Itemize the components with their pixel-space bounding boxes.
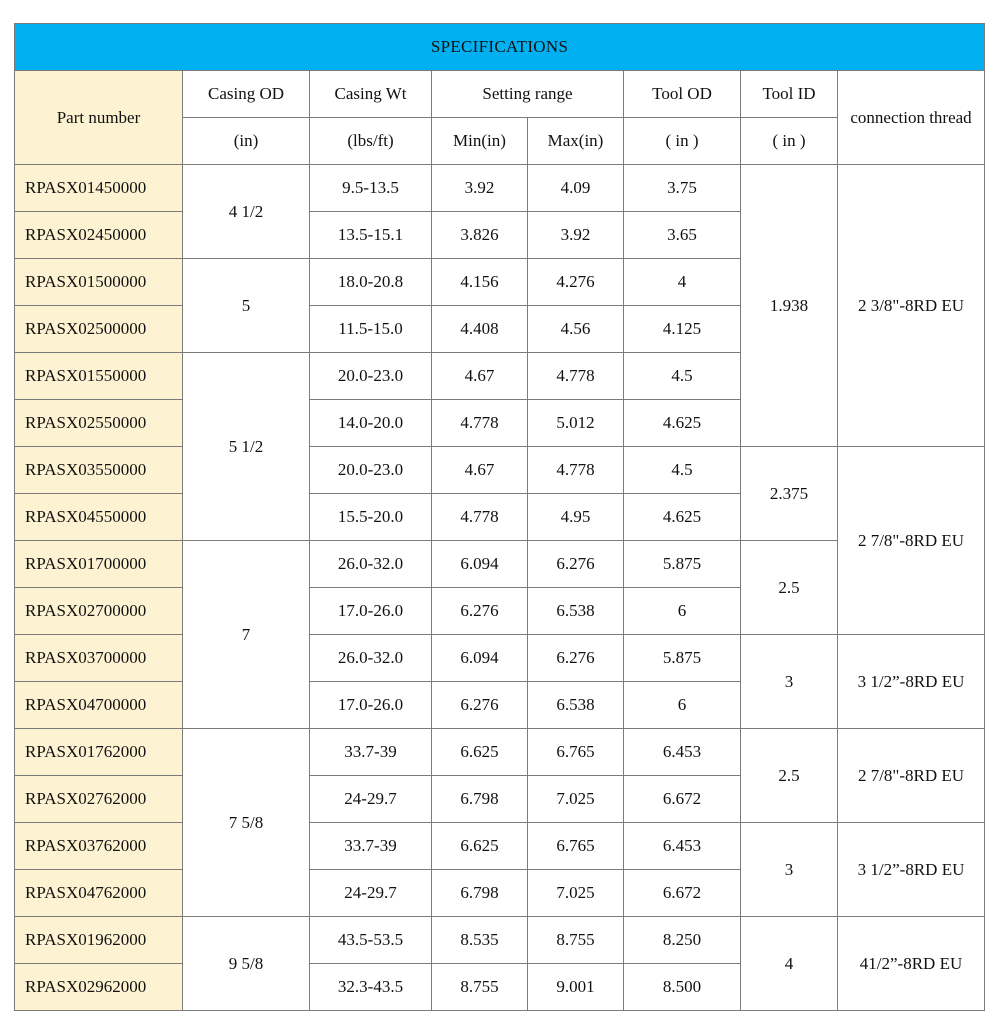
min-cell: 8.535 xyxy=(432,917,528,964)
max-cell: 4.56 xyxy=(528,306,624,353)
casing-wt-cell: 24-29.7 xyxy=(310,776,432,823)
tool-id-cell: 2.5 xyxy=(741,729,838,823)
min-cell: 6.276 xyxy=(432,682,528,729)
table-row xyxy=(15,823,985,870)
part-number-cell: RPASX03700000 xyxy=(15,635,183,682)
header-setting-range: Setting range xyxy=(432,71,624,118)
tool-id-cell: 3 xyxy=(741,635,838,729)
max-cell: 4.95 xyxy=(528,494,624,541)
casing-wt-cell: 18.0-20.8 xyxy=(310,259,432,306)
header-tool-id-unit: ( in ) xyxy=(741,118,838,165)
min-cell: 4.67 xyxy=(432,447,528,494)
min-cell: 6.798 xyxy=(432,870,528,917)
min-cell: 4.156 xyxy=(432,259,528,306)
tool-od-cell: 3.75 xyxy=(624,165,741,212)
tool-od-cell: 4.5 xyxy=(624,447,741,494)
casing-od-cell: 4 1/2 xyxy=(183,165,310,259)
casing-wt-cell: 15.5-20.0 xyxy=(310,494,432,541)
part-number-cell: RPASX01700000 xyxy=(15,541,183,588)
min-cell: 4.67 xyxy=(432,353,528,400)
min-cell: 8.755 xyxy=(432,964,528,1011)
max-cell: 3.92 xyxy=(528,212,624,259)
max-cell: 6.538 xyxy=(528,682,624,729)
table-row xyxy=(15,917,985,964)
max-cell: 4.276 xyxy=(528,259,624,306)
table-row xyxy=(15,729,985,776)
tool-od-cell: 4 xyxy=(624,259,741,306)
casing-wt-cell: 26.0-32.0 xyxy=(310,541,432,588)
connection-thread-cell: 3 1/2”-8RD EU xyxy=(838,823,985,917)
part-number-cell: RPASX01762000 xyxy=(15,729,183,776)
part-number-cell: RPASX04550000 xyxy=(15,494,183,541)
part-number-cell: RPASX01450000 xyxy=(15,165,183,212)
tool-od-cell: 8.250 xyxy=(624,917,741,964)
min-cell: 6.625 xyxy=(432,729,528,776)
max-cell: 6.765 xyxy=(528,729,624,776)
table-row xyxy=(15,635,985,682)
min-cell: 6.094 xyxy=(432,541,528,588)
part-number-cell: RPASX02700000 xyxy=(15,588,183,635)
connection-thread-cell: 41/2”-8RD EU xyxy=(838,917,985,1011)
max-cell: 9.001 xyxy=(528,964,624,1011)
part-number-cell: RPASX04700000 xyxy=(15,682,183,729)
table-title: SPECIFICATIONS xyxy=(15,24,985,71)
min-cell: 6.094 xyxy=(432,635,528,682)
tool-od-cell: 4.125 xyxy=(624,306,741,353)
casing-od-cell: 5 xyxy=(183,259,310,353)
min-cell: 4.778 xyxy=(432,494,528,541)
tool-od-cell: 4.625 xyxy=(624,494,741,541)
tool-od-cell: 6.453 xyxy=(624,729,741,776)
tool-id-cell: 2.375 xyxy=(741,447,838,541)
part-number-cell: RPASX01500000 xyxy=(15,259,183,306)
max-cell: 8.755 xyxy=(528,917,624,964)
connection-thread-cell: 2 7/8"-8RD EU xyxy=(838,729,985,823)
min-cell: 6.625 xyxy=(432,823,528,870)
header-min: Min(in) xyxy=(432,118,528,165)
part-number-cell: RPASX03550000 xyxy=(15,447,183,494)
tool-id-cell: 2.5 xyxy=(741,541,838,635)
header-casing-wt: Casing Wt xyxy=(310,71,432,118)
part-number-cell: RPASX04762000 xyxy=(15,870,183,917)
casing-wt-cell: 32.3-43.5 xyxy=(310,964,432,1011)
max-cell: 6.276 xyxy=(528,635,624,682)
max-cell: 6.765 xyxy=(528,823,624,870)
casing-wt-cell: 20.0-23.0 xyxy=(310,353,432,400)
tool-od-cell: 6 xyxy=(624,588,741,635)
min-cell: 6.798 xyxy=(432,776,528,823)
connection-thread-cell: 2 7/8"-8RD EU xyxy=(838,447,985,635)
specifications-table xyxy=(14,23,985,1011)
max-cell: 7.025 xyxy=(528,870,624,917)
casing-wt-cell: 24-29.7 xyxy=(310,870,432,917)
header-part-number: Part number xyxy=(15,71,183,165)
casing-od-cell: 5 1/2 xyxy=(183,353,310,541)
casing-wt-cell: 14.0-20.0 xyxy=(310,400,432,447)
tool-id-cell: 4 xyxy=(741,917,838,1011)
max-cell: 4.09 xyxy=(528,165,624,212)
casing-od-cell: 7 xyxy=(183,541,310,729)
header-tool-id: Tool ID xyxy=(741,71,838,118)
tool-od-cell: 5.875 xyxy=(624,541,741,588)
casing-wt-cell: 20.0-23.0 xyxy=(310,447,432,494)
casing-wt-cell: 17.0-26.0 xyxy=(310,588,432,635)
casing-wt-cell: 33.7-39 xyxy=(310,823,432,870)
max-cell: 5.012 xyxy=(528,400,624,447)
casing-wt-cell: 33.7-39 xyxy=(310,729,432,776)
header-tool-od: Tool OD xyxy=(624,71,741,118)
part-number-cell: RPASX03762000 xyxy=(15,823,183,870)
casing-od-cell: 7 5/8 xyxy=(183,729,310,917)
header-casing-od-unit: (in) xyxy=(183,118,310,165)
max-cell: 6.538 xyxy=(528,588,624,635)
tool-od-cell: 5.875 xyxy=(624,635,741,682)
tool-od-cell: 6.453 xyxy=(624,823,741,870)
connection-thread-cell: 3 1/2”-8RD EU xyxy=(838,635,985,729)
tool-od-cell: 6.672 xyxy=(624,870,741,917)
casing-wt-cell: 43.5-53.5 xyxy=(310,917,432,964)
casing-wt-cell: 11.5-15.0 xyxy=(310,306,432,353)
min-cell: 4.408 xyxy=(432,306,528,353)
casing-wt-cell: 13.5-15.1 xyxy=(310,212,432,259)
part-number-cell: RPASX01962000 xyxy=(15,917,183,964)
part-number-cell: RPASX02962000 xyxy=(15,964,183,1011)
header-tool-od-unit: ( in ) xyxy=(624,118,741,165)
part-number-cell: RPASX01550000 xyxy=(15,353,183,400)
tool-od-cell: 6.672 xyxy=(624,776,741,823)
header-casing-od: Casing OD xyxy=(183,71,310,118)
header-connection-thread: connection thread xyxy=(838,71,985,165)
min-cell: 3.826 xyxy=(432,212,528,259)
casing-wt-cell: 9.5-13.5 xyxy=(310,165,432,212)
casing-wt-cell: 17.0-26.0 xyxy=(310,682,432,729)
part-number-cell: RPASX02762000 xyxy=(15,776,183,823)
tool-od-cell: 3.65 xyxy=(624,212,741,259)
min-cell: 4.778 xyxy=(432,400,528,447)
part-number-cell: RPASX02450000 xyxy=(15,212,183,259)
tool-id-cell: 1.938 xyxy=(741,165,838,447)
part-number-cell: RPASX02550000 xyxy=(15,400,183,447)
max-cell: 4.778 xyxy=(528,353,624,400)
max-cell: 7.025 xyxy=(528,776,624,823)
header-max: Max(in) xyxy=(528,118,624,165)
tool-id-cell: 3 xyxy=(741,823,838,917)
tool-od-cell: 8.500 xyxy=(624,964,741,1011)
max-cell: 4.778 xyxy=(528,447,624,494)
part-number-cell: RPASX02500000 xyxy=(15,306,183,353)
connection-thread-cell: 2 3/8"-8RD EU xyxy=(838,165,985,447)
min-cell: 3.92 xyxy=(432,165,528,212)
tool-od-cell: 4.625 xyxy=(624,400,741,447)
casing-od-cell: 9 5/8 xyxy=(183,917,310,1011)
max-cell: 6.276 xyxy=(528,541,624,588)
table-row xyxy=(15,165,985,212)
table-row xyxy=(15,447,985,494)
tool-od-cell: 4.5 xyxy=(624,353,741,400)
casing-wt-cell: 26.0-32.0 xyxy=(310,635,432,682)
min-cell: 6.276 xyxy=(432,588,528,635)
tool-od-cell: 6 xyxy=(624,682,741,729)
header-casing-wt-unit: (lbs/ft) xyxy=(310,118,432,165)
